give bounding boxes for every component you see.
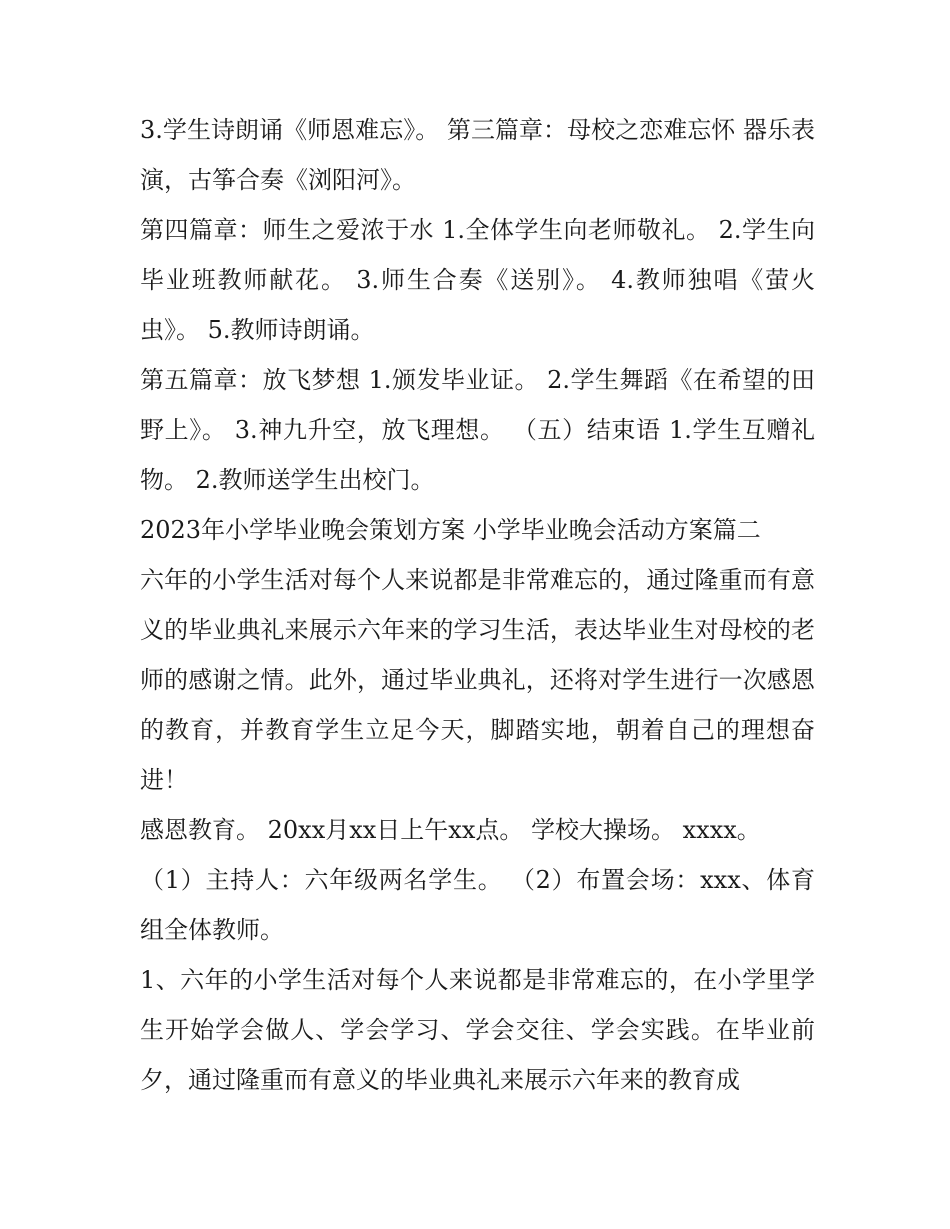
paragraph-staff: （1）主持人：六年级两名学生。 （2）布置会场：xxx、体育组全体教师。	[140, 866, 815, 944]
paragraph-intro: 六年的小学生活对每个人来说都是非常难忘的，通过隆重而有意义的毕业典礼来展示六年来的学习生活，表达毕业生对母校的老师的感谢之情。此外，通过毕业典礼，还将对学生进行一次感恩的教育，并教育学生立足今天，脚踏实地，朝着自己的理想奋进！	[140, 566, 815, 794]
paragraph-program-part5: 第五篇章：放飞梦想 1.颁发毕业证。 2.学生舞蹈《在希望的田野上》。 3.神九升空，放飞理想。 （五）结束语 1.学生互赠礼物。 2.教师送学生出校门。	[140, 366, 815, 494]
section-heading: 2023年小学毕业晚会策划方案 小学毕业晚会活动方案篇二	[140, 516, 761, 544]
paragraph-program-part4: 第四篇章：师生之爱浓于水 1.全体学生向老师敬礼。 2.学生向毕业班教师献花。 3.师生合奏《送别》。 4.教师独唱《萤火虫》。 5.教师诗朗诵。	[140, 216, 815, 344]
paragraph-theme-time-place: 感恩教育。 20xx月xx日上午xx点。 学校大操场。 xxxx。	[140, 816, 761, 844]
document-body	[140, 105, 815, 1105]
paragraph-program-part3: 3.学生诗朗诵《师恩难忘》。 第三篇章：母校之恋难忘怀 器乐表演，古筝合奏《浏阳河》。	[140, 116, 815, 194]
paragraph-process-1: 1、六年的小学生活对每个人来说都是非常难忘的，在小学里学生开始学会做人、学会学习、学会交往、学会实践。在毕业前夕，通过隆重而有意义的毕业典礼来展示六年来的教育成	[140, 966, 815, 1094]
